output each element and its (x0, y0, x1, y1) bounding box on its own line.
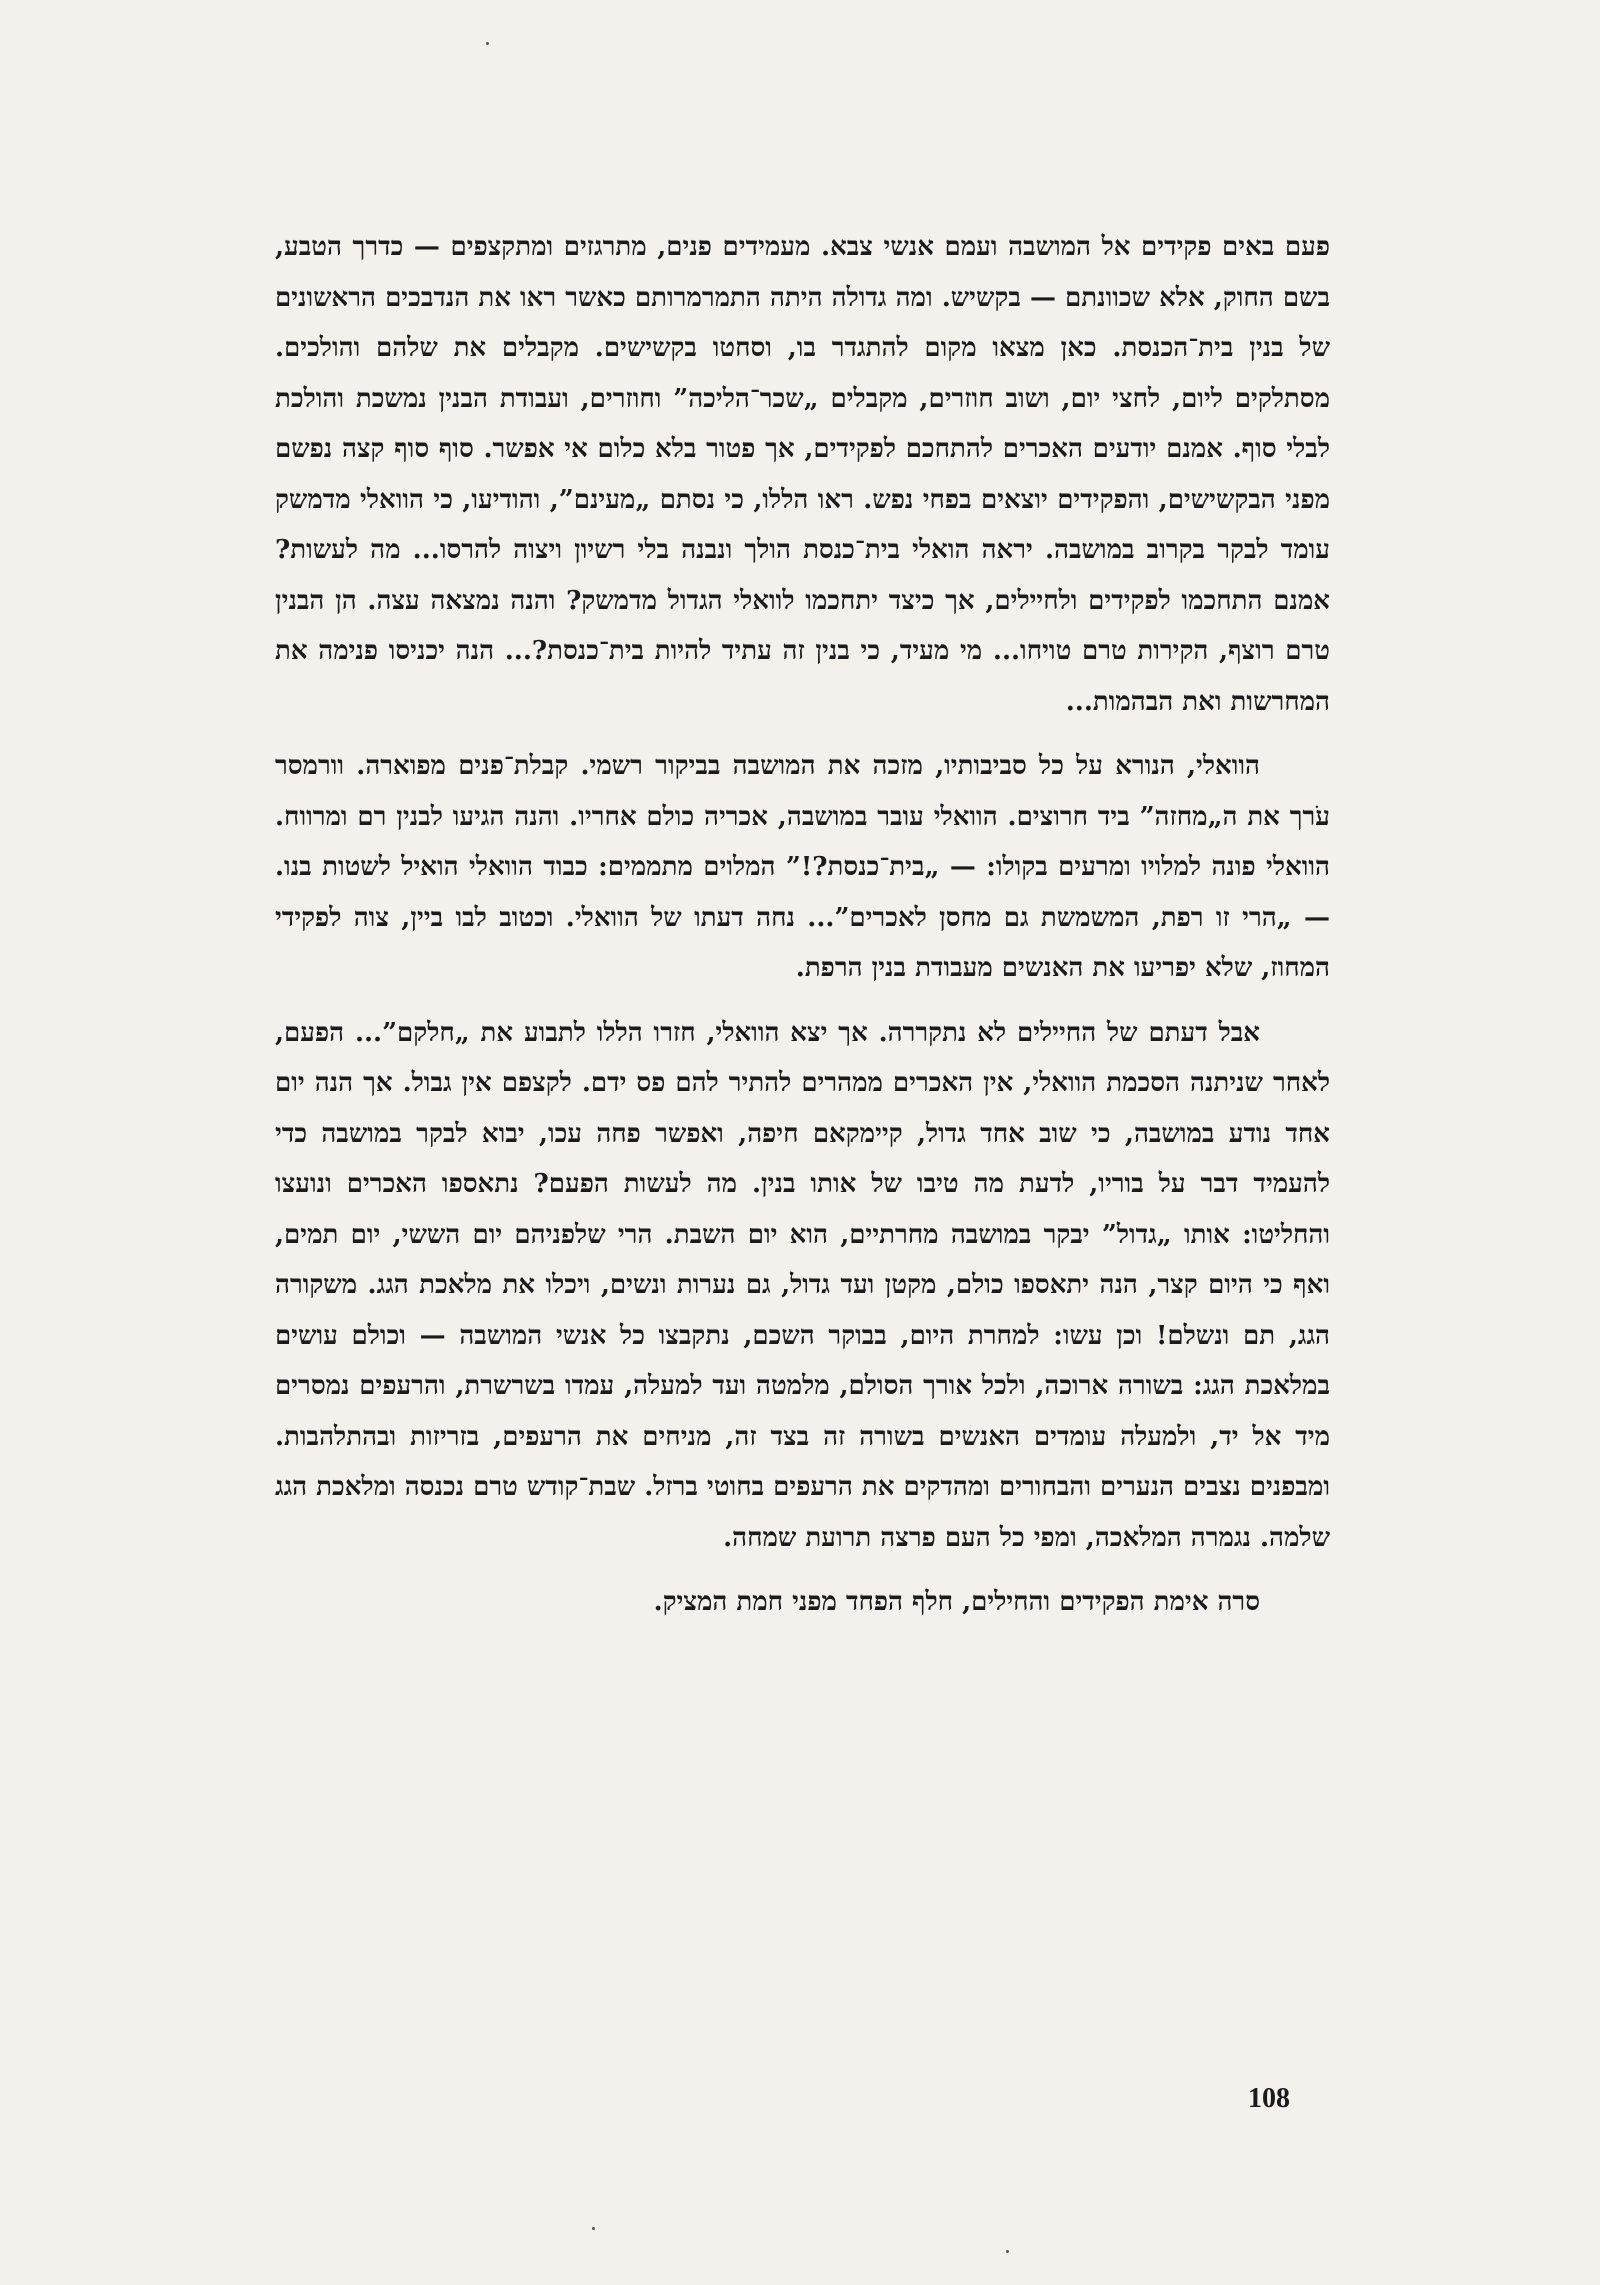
paragraph: הוואלי, הנורא על כל סביבותיו, מזכה את המושבה בביקור רשמי. קבלת־פנים מפוארה. וורמסר עֹרך את ה„מחזה” ביד חרוצים. הוואלי עובר במושבה, אכריה כולם אחריו. והנה הגיעו לבנין רם ומרווח. הוואלי פונה למלויו ומרעים בקולו: — „בית־כנסת?!” המלוים מתממים: כבוד הוואלי הואיל לשטות בנו. — „הרי זו רפת, המשמשת גם מחסן לאכרים”... נחה דעתו של הוואלי. וכטוב לבו ביין, צוה לפקידי המחוז, שלא יפריעו את האנשים מעבודת בנין הרפת. (275, 751, 1330, 983)
paragraph: סרה אימת הפקידים והחילים, חלף הפחד מפני חמת המציק. (653, 1587, 1260, 1617)
paragraph: אבל דעתם של החיילים לא נתקררה. אך יצא הוואלי, חזרו הללו לתבוע את „חלקם”... הפעם, לאחר שניתנה הסכמת הוואלי, אין האכרים ממהרים להתיר להם פס ידם. לקצפם אין גבול. אך הנה יום אחד נודע במושבה, כי שוב אחד גדול, קיימקאם חיפה, ואפשר פחה עכו, יבוא לבקר במושבה כדי להעמיד דבר על בוריו, לדעת מה טיבו של אותו בנין. מה לעשות הפעם? נתאספו האכרים ונועצו והחליטו: אותו „גדול” יבקר במושבה מחרתיים, הוא יום השבת. הרי שלפניהם יום הששי, יום תמים, ואף כי היום קצר, הנה יתאספו כולם, מקטן ועד גדול, גם נערות ונשים, ויכלו את מלאכת הגג. משקורה הגג, תם ונשלם! וכן עשו: למחרת היום, בבוקר השכם, נתקבצו כל אנשי המושבה — וכולם עושים במלאכת הגג: בשורה ארוכה, ולכל אורך הסולם, מלמטה ועד למעלה, עמדו בשרשרת, והרעפים נמסרים מיד אל יד, ולמעלה עומדים האנשים בשורה זה בצד זה, מניחים את הרעפים, בזריזות ובהתלהבות. ומבפנים נצבים הנערים והבחורים ומהדקים את הרעפים בחוטי ברזל. שבת־קודש טרם נכנסה ומלאכת הגג שלמה. נגמרה המלאכה, ומפי כל העם פרצה תרועת שמחה. (275, 1017, 1330, 1553)
page-number: 108 (1248, 2083, 1290, 2114)
body-text (275, 222, 1330, 1642)
paragraph: פעם באים פקידים אל המושבה ועמם אנשי צבא. מעמידים פנים, מתרגזים ומתקצפים — כדרך הטבע, בשם החוק, אלא שכוונתם — בקשיש. ומה גדולה היתה התמרמרותם כאשר ראו את הנדבכים הראשונים של בנין בית־הכנסת. כאן מצאו מקום להתגדר בו, וסחטו בקשישים. מקבלים את שלהם והולכים. מסתלקים ליום, לחצי יום, ושוב חוזרים, מקבלים „שכר־הליכה” וחוזרים, ועבודת הבנין נמשכת והולכת לבלי סוף. אמנם יודעים האכרים להתחכם לפקידים, אך פטור בלא כלום אי אפשר. סוף סוף קצה נפשם מפני הבקשישים, והפקידים יוצאים בפחי נפש. ראו הללו, כי נסתם „מעינם”, והודיעו, כי הוואלי מדמשק עומד לבקר בקרוב במושבה. יראה הואלי בית־כנסת הולך ונבנה בלי רשיון ויצוה להרסו... מה לעשות? אמנם התחכמו לפקידים ולחיילים, אך כיצד יתחכמו לוואלי הגדול מדמשק? והנה נמצאה עצה. הן הבנין טרם רוצף, הקירות טרם טויחו... מי מעיד, כי בנין זה עתיד להיות בית־כנסת?... הנה יכניסו פנימה את המחרשות ואת הבהמות... (275, 232, 1330, 717)
scan-speck (592, 2227, 595, 2230)
scan-speck (486, 42, 489, 45)
scan-speck (1006, 2250, 1009, 2253)
